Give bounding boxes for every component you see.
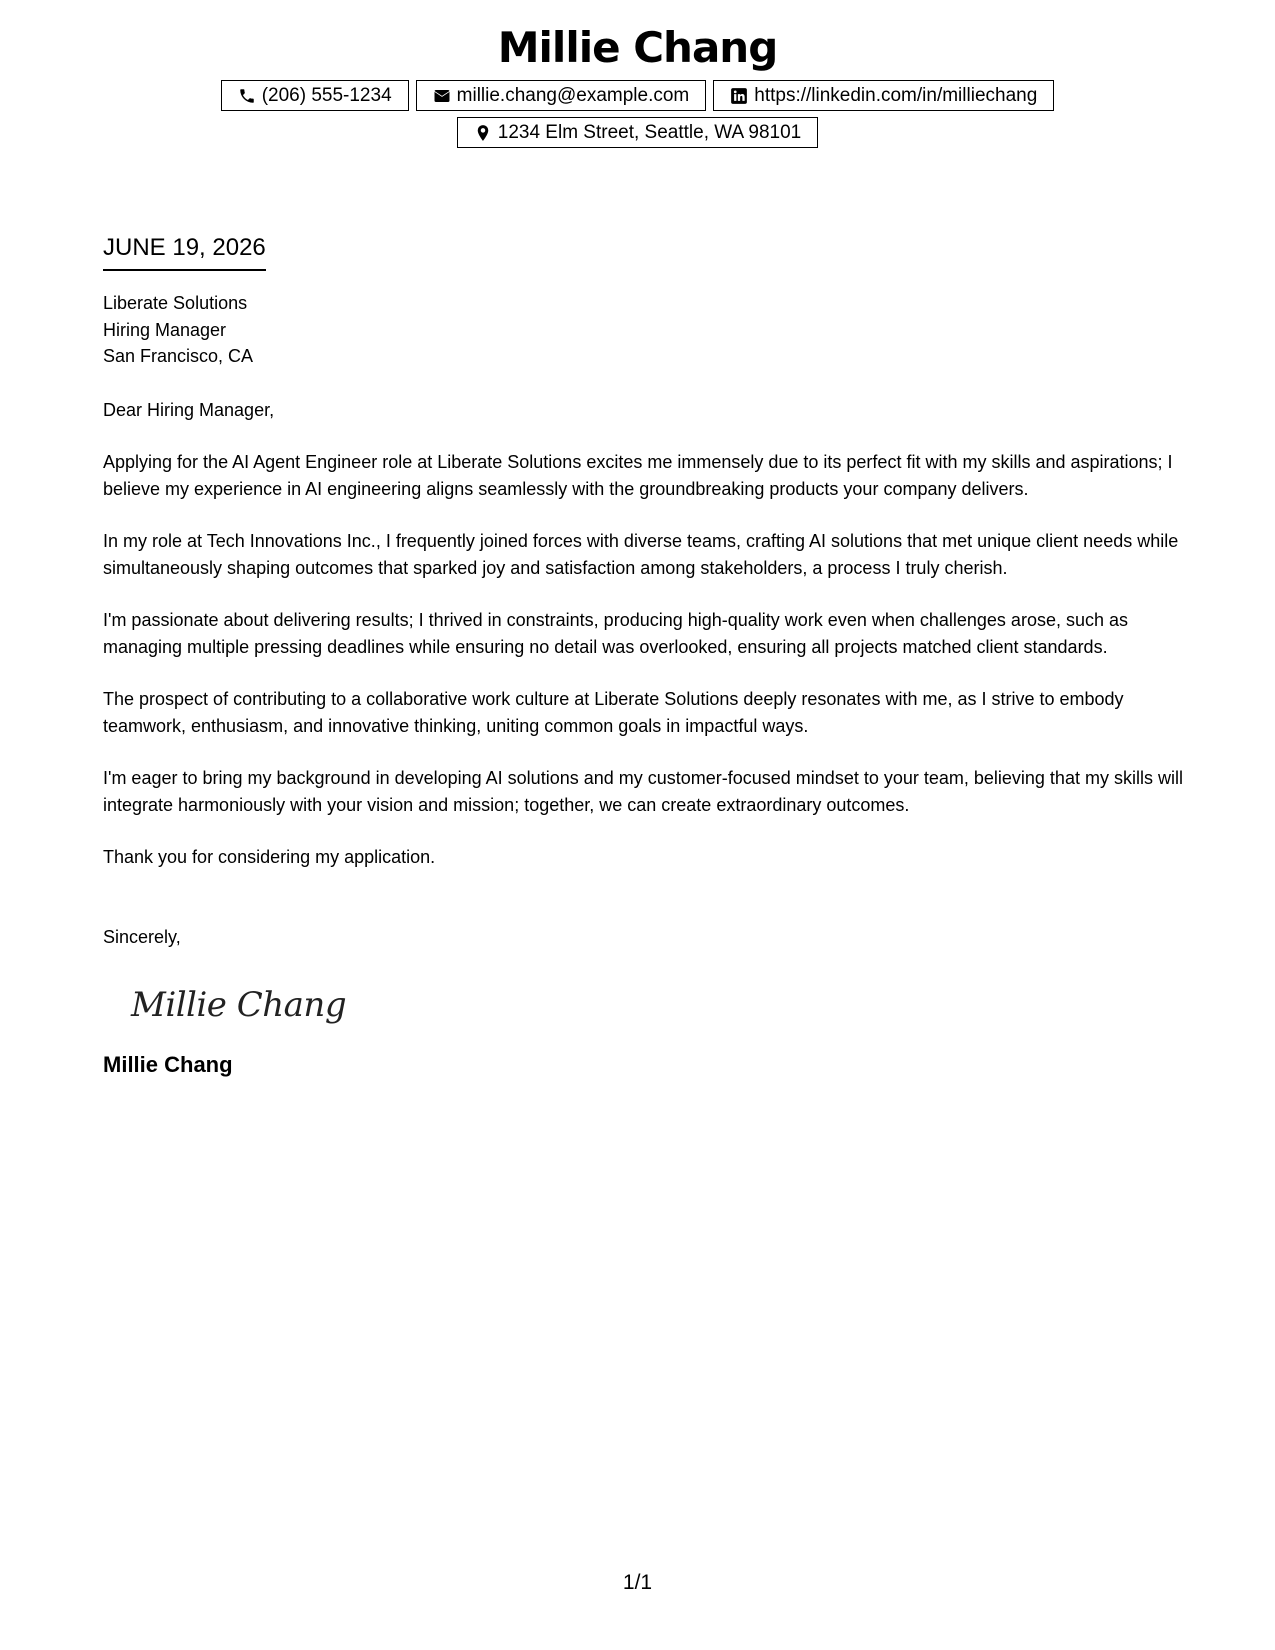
recipient-block [103, 290, 1183, 370]
email-contact[interactable] [416, 80, 707, 111]
paragraph: Applying for the AI Agent Engineer role at Liberate Solutions excites me immensely due to its perfect fit with my skills and aspirations; I believe my experience in AI engineering aligns seamlessly with the groundbreaking products your company delivers. [103, 452, 1173, 499]
recipient-title: Hiring Manager [103, 319, 227, 340]
page-number: 1/1 [622, 1571, 653, 1594]
signoff: Sincerely, [103, 926, 181, 947]
map-marker-icon [474, 124, 492, 142]
address-text: 1234 Elm Street, Seattle, WA 98101 [497, 121, 802, 143]
letter-body [103, 230, 1183, 1080]
phone-contact[interactable] [221, 80, 409, 111]
applicant-name: Millie Chang [497, 23, 778, 72]
envelope-icon [433, 87, 451, 105]
linkedin-icon [730, 87, 748, 105]
closing-line: Thank you for considering my application. [103, 847, 436, 867]
contact-row [0, 80, 1275, 111]
handwritten-signature: Millie Chang [131, 985, 347, 1025]
paragraph: I'm passionate about delivering results; I thrived in constraints, producing high-quality work even when challenges arose, such as managing multiple pressing deadlines while ensuring no detail was overlooked, ensuring all projects matched client standards. [103, 610, 1128, 657]
recipient-company: Liberate Solutions [103, 293, 248, 313]
phone-text: (206) 555-1234 [261, 84, 392, 106]
address-contact [457, 117, 818, 148]
contact-row-address [0, 117, 1275, 148]
salutation: Dear Hiring Manager, [103, 399, 275, 420]
linkedin-text: https://linkedin.com/in/milliechang [754, 84, 1038, 106]
letter-header [0, 20, 1275, 76]
linkedin-contact[interactable] [713, 80, 1054, 111]
paragraph: I'm eager to bring my background in developing AI solutions and my customer-focused mindset to your team, believing that my skills will integrate harmoniously with your vision and mission; together, we can create extraordinary outcomes. [103, 768, 1183, 815]
paragraph: The prospect of contributing to a collaborative work culture at Liberate Solutions deeply resonates with me, as I strive to embody teamwork, enthusiasm, and innovative thinking, uniting common goals in impactful ways. [103, 689, 1124, 736]
paragraph: In my role at Tech Innovations Inc., I frequently joined forces with diverse teams, crafting AI solutions that met unique client needs while simultaneously shaping outcomes that sparked joy and satisfaction among stakeholders, a process I truly cherish. [103, 531, 1179, 578]
phone-icon [238, 87, 256, 105]
email-text: millie.chang@example.com [456, 84, 690, 106]
signer-name: Millie Chang [103, 1052, 233, 1077]
letter-date: JUNE 19, 2026 [103, 230, 266, 271]
recipient-location: San Francisco, CA [103, 346, 254, 366]
